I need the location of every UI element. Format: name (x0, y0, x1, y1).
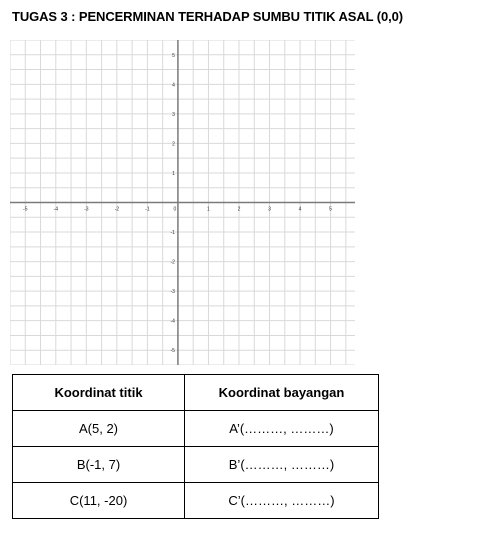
table-row (13, 411, 379, 447)
x-tick-label: 2 (237, 206, 241, 213)
coordinate-plane-svg (10, 40, 355, 365)
x-tick-label: -3 (84, 206, 89, 213)
y-tick-label: -2 (170, 259, 175, 266)
point-c: C(11, -20) (13, 483, 185, 519)
y-tick-label: 5 (172, 52, 175, 59)
table-row (13, 447, 379, 483)
point-b: B(-1, 7) (13, 447, 185, 483)
table-row (13, 483, 379, 519)
x-tick-label: -5 (23, 206, 28, 213)
image-c-blank: C’(………, ………) (185, 483, 379, 519)
x-tick-label: 1 (207, 206, 210, 213)
y-tick-label: 4 (172, 82, 175, 89)
x-tick-label: 5 (329, 206, 332, 213)
x-tick-label: -2 (114, 206, 120, 213)
x-tick-label: -1 (145, 206, 150, 213)
y-tick-label: 1 (172, 170, 175, 177)
point-a: A(5, 2) (13, 411, 185, 447)
y-tick-label: 3 (172, 111, 175, 118)
y-tick-label: -4 (170, 318, 175, 325)
y-tick-label: -1 (170, 230, 175, 237)
coordinate-table (12, 374, 379, 519)
image-b-blank: B’(………, ………) (185, 447, 379, 483)
x-tick-label: 4 (298, 206, 302, 213)
coordinate-grid (10, 40, 355, 365)
y-tick-label: 2 (172, 141, 175, 148)
image-a-blank: A’(………, ………) (185, 411, 379, 447)
y-tick-label: -3 (170, 289, 175, 296)
y-tick-label: -5 (170, 348, 175, 355)
page-title: TUGAS 3 : PENCERMINAN TERHADAP SUMBU TITIK ASAL (0,0) (12, 9, 403, 24)
x-tick-label: -4 (53, 206, 59, 213)
x-tick-label: 0 (173, 206, 177, 213)
header-koordinat-titik: Koordinat titik (13, 375, 185, 411)
header-koordinat-bayangan: Koordinat bayangan (185, 375, 379, 411)
table-header-row (13, 375, 379, 411)
x-tick-label: 3 (268, 206, 271, 213)
